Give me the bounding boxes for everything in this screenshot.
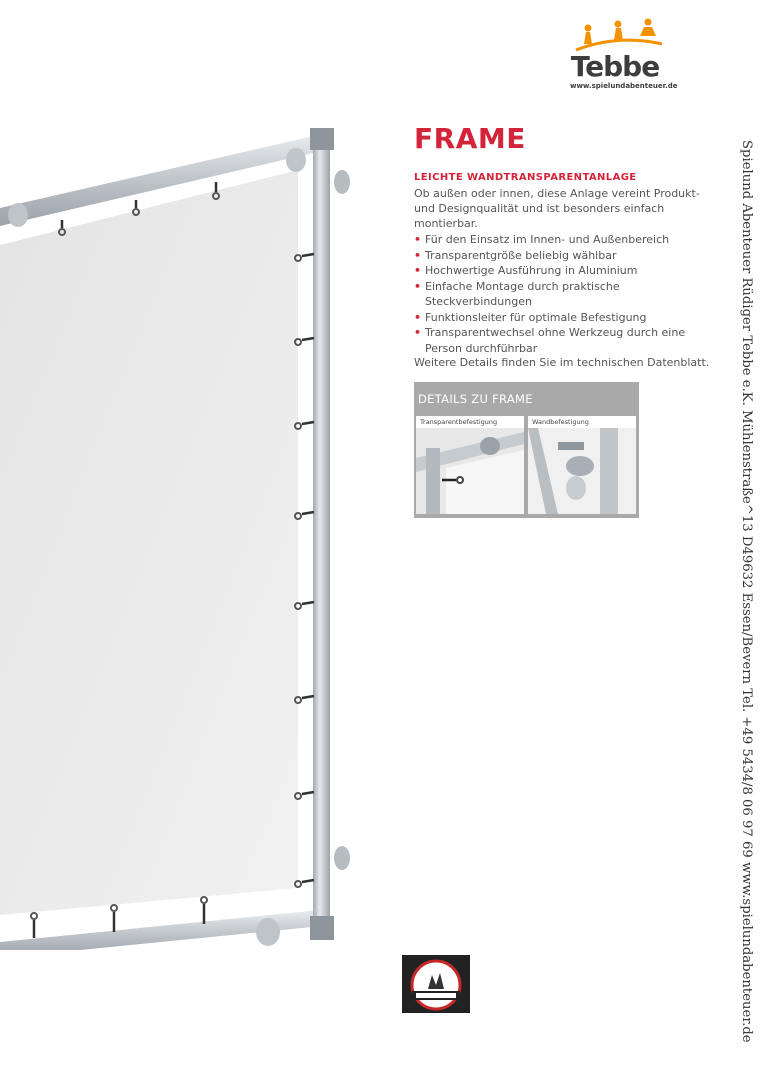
logo-url: www.spielundabenteuer.de (570, 82, 678, 90)
product-title: FRAME (414, 122, 526, 155)
detail-caption: Transparentbefestigung (416, 416, 524, 428)
detail-caption: Wandbefestigung (528, 416, 636, 428)
feature-item: • Hochwertige Ausführung in Aluminium (414, 263, 714, 279)
logo-wordmark: Tebbe (570, 50, 660, 83)
transparent-mount-image (416, 428, 524, 514)
feature-item: • Funktionsleiter für optimale Befestigung (414, 310, 714, 326)
feature-item: • Einfache Montage durch praktische Steckverbindungen (414, 279, 714, 310)
company-contact-text: Spielund Abenteuer Rüdiger Tebbe e.K. Mühlenstraße^13 D49632 Essen/Bevern Tel. +49 5434/8 06 97 69 www.spielundabenteuer.de (739, 140, 754, 1043)
product-intro: Ob außen oder innen, diese Anlage vereint Produkt- und Designqualität und ist besonders einfach montierbar. (414, 187, 700, 230)
mannus-brand-logo (402, 955, 470, 1013)
detail-card-wandbefestigung (528, 416, 636, 514)
company-contact-line (736, 140, 756, 1043)
details-note: Weitere Details finden Sie im technischen Datenblatt. (414, 356, 710, 369)
feature-list (414, 232, 714, 356)
wall-mount-image (528, 428, 636, 514)
feature-item: • Transparentwechsel ohne Werkzeug durch eine Person durchführbar (414, 325, 714, 356)
mannus-emblem-icon (402, 955, 470, 1013)
product-subtitle: LEICHTE WANDTRANSPARENTANLAGE (414, 172, 637, 183)
feature-item: • Transparentgröße beliebig wählbar (414, 248, 714, 264)
details-box (414, 382, 639, 518)
tebbe-logo (560, 18, 678, 96)
frame-product-image (0, 120, 360, 950)
detail-card-transparentbefestigung (416, 416, 524, 514)
feature-item: • Für den Einsatz im Innen- und Außenbereich (414, 232, 714, 248)
details-heading: DETAILS ZU FRAME (418, 392, 533, 406)
